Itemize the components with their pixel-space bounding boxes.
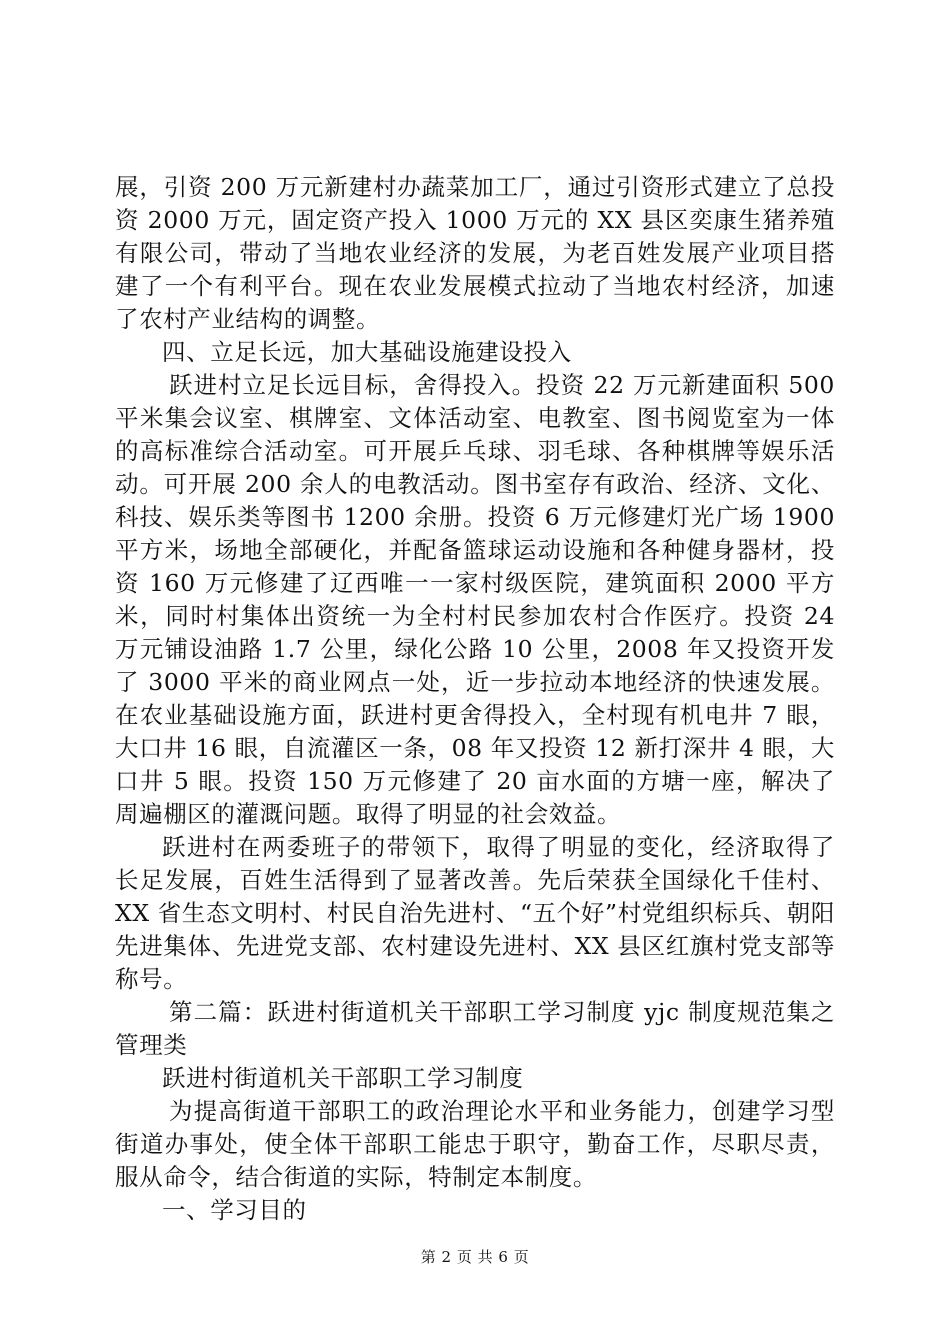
document-body [115,171,835,1227]
page-footer: 第 2 页 共 6 页 [420,1248,530,1266]
chapter-two-title: 第二篇：跃进村街道机关干部职工学习制度 yjc 制度规范集之管理类 [115,998,835,1059]
paragraph-infrastructure: 跃进村立足长远目标，舍得投入。投资 22 万元新建面积 500 平米集会议室、棋牌室、文体活动室、电教室、图书阅览室为一体的高标准综合活动室。可开展乒乓球、羽毛球、各种棋牌等娱乐活动。可开展 200 余人的电教活动。图书室存有政治、经济、文化、科技、娱乐类等图书 1200 余册。投资 6 万元修建灯光广场 1900 平方米，场地全部硬化，并配备篮球运动设施和各种健身器材，投资 160 万元修建了辽西唯一一家村级医院，建筑面积 2000 平方米，同时村集体出资统一为全村村民参加农村合作医疗。投资 24 万元铺设油路 1.7 公里，绿化公路 10 公里，2008 年又投资开发了 3000 平米的商业网点一处，近一步拉动本地经济的快速发展。在农业基础设施方面，跃进村更舍得投入，全村现有机电井 7 眼，大口井 16 眼，自流灌区一条，08 年又投资 12 新打深井 4 眼，大口井 5 眼。投资 150 万元修建了 20 亩水面的方塘一座，解决了周遍棚区的灌溉问题。取得了明显的社会效益。 [115,371,835,828]
paragraph-purpose-intro: 为提高街道干部职工的政治理论水平和业务能力，创建学习型街道办事处，使全体干部职工能忠于职守，勤奋工作，尽职尽责，服从命令，结合街道的实际，特制定本制度。 [115,1097,835,1191]
section-heading-four: 四、立足长远，加大基础设施建设投入 [162,338,572,366]
paragraph-continuation: 展，引资 200 万元新建村办蔬菜加工厂，通过引资形式建立了总投资 2000 万元，固定资产投入 1000 万元的 XX 县区奕康生猪养殖有限公司，带动了当地农业经济的发展，为老百姓发展产业项目搭建了一个有利平台。现在农业发展模式拉动了当地农村经济，加速了农村产业结构的调整。 [115,173,835,333]
paragraph-achievements: 跃进村在两委班子的带领下，取得了明显的变化，经济取得了长足发展，百姓生活得到了显著改善。先后荣获全国绿化千佳村、XX 省生态文明村、村民自治先进村、“五个好”村党组织标兵、朝阳先进集体、先进党支部、农村建设先进村、XX 县区红旗村党支部等称号。 [115,833,835,993]
regulation-title: 跃进村街道机关干部职工学习制度 [162,1064,524,1092]
section-heading-learning-goals: 一、学习目的 [162,1196,307,1224]
